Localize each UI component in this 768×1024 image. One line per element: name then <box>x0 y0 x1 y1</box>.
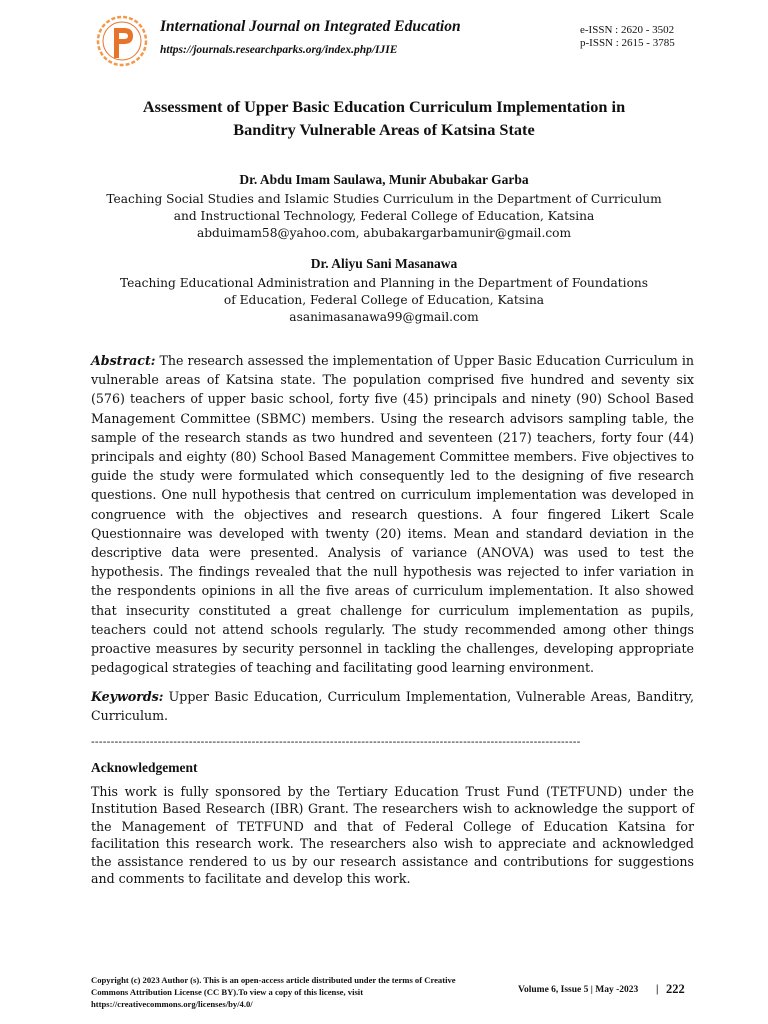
affiliation-2 <box>70 275 698 326</box>
affiliation-1 <box>70 191 698 242</box>
abstract <box>91 351 694 677</box>
paper-title <box>60 95 708 141</box>
keywords <box>91 687 694 725</box>
acknowledgement-text: This work is fully sponsored by the Tertiary Education Trust Fund (TETFUND) under the Institution Based Research (IBR) Grant. The researchers wish to acknowledge the support of the Management of TETFUND and that of Federal College of Education Katsina for facilitation this research work. The researchers also wish to appreciate and acknowledged the assistance rendered to us by our research assistance and contributions for suggestions and comments to facilitate and develop this work. <box>91 784 694 887</box>
journal-url[interactable]: https://journals.researchparks.org/index.php/IJIE <box>160 44 398 56</box>
affiliation-1-line2: and Instructional Technology, Federal College of Education, Katsina <box>173 209 595 223</box>
volume-issue: Volume 6, Issue 5 | May -2023 <box>518 985 639 995</box>
journal-logo-icon <box>95 14 149 68</box>
paper-title-line2: Banditry Vulnerable Areas of Katsina State <box>233 120 535 139</box>
section-divider: ----------------------------------------------------------------------------------------------------------------------------- <box>91 735 581 748</box>
paper-title-line1: Assessment of Upper Basic Education Curriculum Implementation in <box>142 97 626 116</box>
pissn: p-ISSN : 2615 - 3785 <box>580 37 675 49</box>
abstract-label: Abstract: <box>91 353 156 368</box>
emails-2[interactable]: asanimasanawa99@gmail.com <box>289 310 479 324</box>
copyright-notice: Copyright (c) 2023 Author (s). This is an open-access article distributed under the terms of Creative Commons Attribution License (CC BY).To view a copy of this license, visit https://creativecommons.org/licenses/by/4.0/ <box>91 975 456 1009</box>
authors-2: Dr. Aliyu Sani Masanawa <box>310 256 458 271</box>
abstract-text: The research assessed the implementation of Upper Basic Education Curriculum in vulnerable areas of Katsina state. The population comprised five hundred and seventy six (576) teachers of upper basic school, forty five (45) principals and ninety (90) School Based Management Committee (SBMC) members. Using the research advisors sampling table, the sample of the research stands as two hundred and seventeen (217) teachers, forty four (44) principals and eighty (80) School Based Management Committee members. Five objectives to guide the study were formulated which consequently led to the designing of five research questions. One null hypothesis that centred on curriculum implementation was developed in congruence with the objectives and research questions. A four fingered Likert Scale Questionnaire was developed with twenty (20) items. Mean and standard deviation in the descriptive data were presented. Analysis of variance (ANOVA) was used to test the hypothesis. The findings revealed that the null hypothesis was rejected to infer variation in the respondents opinions in all the five areas of curriculum implementation. It also showed that insecurity constituted a great challenge for curriculum implementation as pupils, teachers could not attend schools regularly. The study recommended among other things proactive measures by security personnel in tackling the challenges, developing appropriate pedagogical strategies of teaching and facilitating good learning environment. <box>91 353 694 676</box>
affiliation-1-line1: Teaching Social Studies and Islamic Studies Curriculum in the Department of Curriculum <box>106 192 662 206</box>
page-number: 222 <box>666 982 685 996</box>
authors-1: Dr. Abdu Imam Saulawa, Munir Abubakar Garba <box>239 172 529 187</box>
journal-logo <box>95 14 149 68</box>
acknowledgement-heading: Acknowledgement <box>91 760 198 775</box>
journal-title: International Journal on Integrated Education <box>160 18 461 35</box>
footer-separator: | <box>656 983 659 995</box>
keywords-label: Keywords: <box>91 689 164 704</box>
eissn: e-ISSN : 2620 - 3502 <box>580 24 675 36</box>
emails-1[interactable]: abduimam58@yahoo.com, abubakargarbamunir@gmail.com <box>196 226 572 240</box>
affiliation-2-line2: of Education, Federal College of Education, Katsina <box>223 293 545 307</box>
keywords-text: Upper Basic Education, Curriculum Implementation, Vulnerable Areas, Banditry, Curriculum. <box>91 689 694 724</box>
affiliation-2-line1: Teaching Educational Administration and Planning in the Department of Foundations <box>119 276 649 290</box>
